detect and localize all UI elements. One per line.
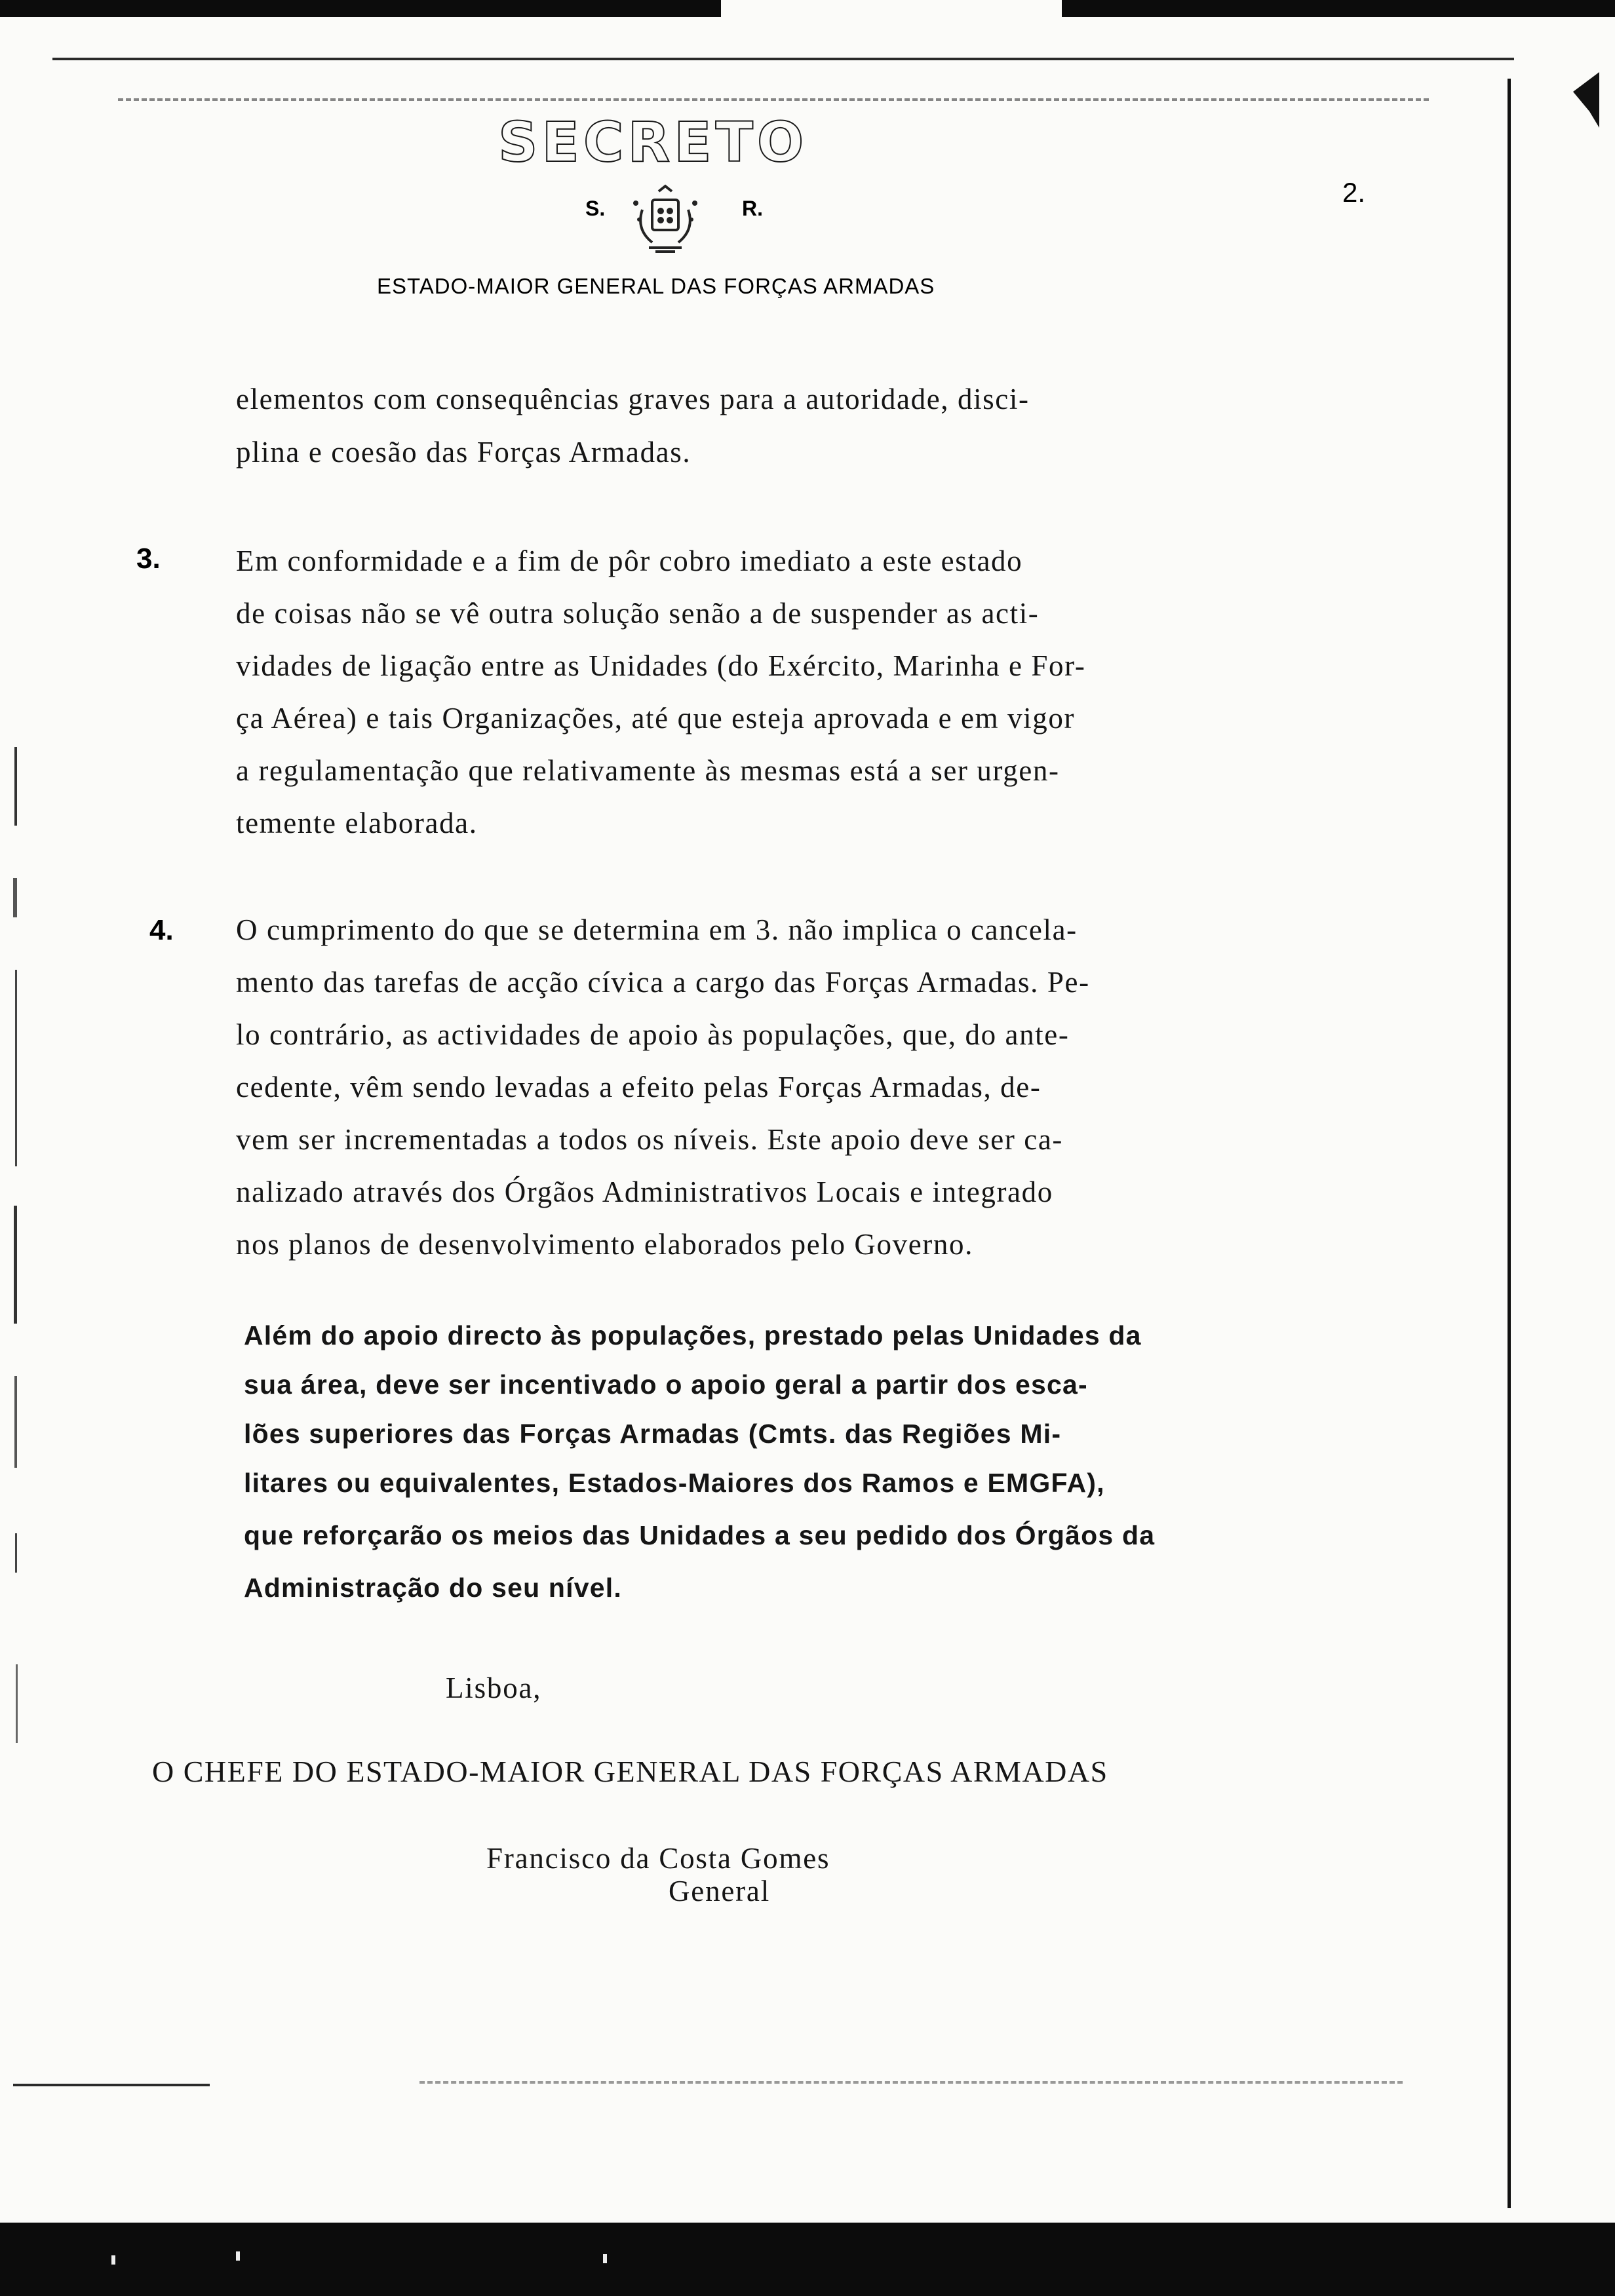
- paragraph-3-number: 3.: [136, 543, 161, 575]
- national-emblem-icon: [623, 183, 708, 256]
- paragraph-4-line: mento das tarefas de acção cívica a cargo das Forças Armadas. Pe-: [236, 966, 1090, 999]
- intro-line: elementos com consequências graves para a autoridade, disci-: [236, 383, 1030, 415]
- intro-line: plina e coesão das Forças Armadas.: [236, 436, 691, 469]
- scan-right-edge: [1508, 79, 1516, 2208]
- scan-speck: [111, 2255, 115, 2265]
- emblem-left-letter: S.: [585, 197, 606, 220]
- scan-corner-mark: [1560, 66, 1606, 131]
- scan-top-border: [0, 0, 1615, 17]
- scan-bottom-border: [0, 2223, 1615, 2296]
- paragraph-4-line: nos planos de desenvolvimento elaborados pelo Governo.: [236, 1228, 973, 1261]
- paragraph-5-line: litares ou equivalentes, Estados-Maiores dos Ramos e EMGFA),: [244, 1468, 1105, 1498]
- scan-speck: [236, 2251, 240, 2261]
- paragraph-4-line: O cumprimento do que se determina em 3. não implica o cancela-: [236, 913, 1078, 946]
- paragraph-4-line: lo contrário, as actividades de apoio às populações, que, do ante-: [236, 1018, 1070, 1051]
- top-dotted-rule: [118, 98, 1429, 101]
- bottom-left-rule: [13, 2084, 210, 2086]
- paragraph-4-number: 4.: [149, 914, 174, 946]
- organization-heading: ESTADO-MAIOR GENERAL DAS FORÇAS ARMADAS: [377, 274, 935, 298]
- paragraph-5-line: sua área, deve ser incentivado o apoio geral a partir dos esca-: [244, 1369, 1088, 1400]
- place-line: Lisboa,: [446, 1672, 542, 1704]
- paragraph-4-line: cedente, vêm sendo levadas a efeito pelas Forças Armadas, de-: [236, 1071, 1041, 1103]
- paragraph-5-line: Além do apoio directo às populações, prestado pelas Unidades da: [244, 1320, 1142, 1350]
- bottom-dotted-rule: [419, 2081, 1403, 2084]
- signatory-rank: General: [669, 1875, 771, 1907]
- paragraph-5-line: Administração do seu nível.: [244, 1573, 622, 1603]
- emblem-right-letter: R.: [742, 197, 763, 220]
- paragraph-3-line: Em conformidade e a fim de pôr cobro imediato a este estado: [236, 545, 1023, 577]
- paragraph-3-line: temente elaborada.: [236, 807, 478, 839]
- paragraph-3-line: a regulamentação que relativamente às mesmas está a ser urgen-: [236, 754, 1060, 787]
- paragraph-5-line: lões superiores das Forças Armadas (Cmts. das Regiões Mi-: [244, 1419, 1062, 1449]
- classification-stamp: SECRETO: [498, 110, 808, 174]
- page-number: 2.: [1342, 177, 1366, 208]
- paragraph-3-line: de coisas não se vê outra solução senão a de suspender as acti-: [236, 597, 1040, 630]
- paragraph-3-line: ça Aérea) e tais Organizações, até que esteja aprovada e em vigor: [236, 702, 1076, 735]
- paragraph-3-line: vidades de ligação entre as Unidades (do Exército, Marinha e For-: [236, 649, 1086, 682]
- scan-border-gap: [721, 0, 1062, 17]
- paragraph-5-line: que reforçarão os meios das Unidades a seu pedido dos Órgãos da: [244, 1520, 1156, 1550]
- paragraph-4-line: nalizado através dos Órgãos Administrativos Locais e integrado: [236, 1176, 1053, 1208]
- signatory-name: Francisco da Costa Gomes: [486, 1842, 830, 1875]
- signatory-title: O CHEFE DO ESTADO-MAIOR GENERAL DAS FORÇAS ARMADAS: [152, 1755, 1108, 1788]
- top-rule: [52, 58, 1514, 60]
- scan-left-edge-noise: [9, 747, 24, 1861]
- scan-speck: [603, 2254, 607, 2263]
- paragraph-4-line: vem ser incrementadas a todos os níveis. Este apoio deve ser ca-: [236, 1123, 1064, 1156]
